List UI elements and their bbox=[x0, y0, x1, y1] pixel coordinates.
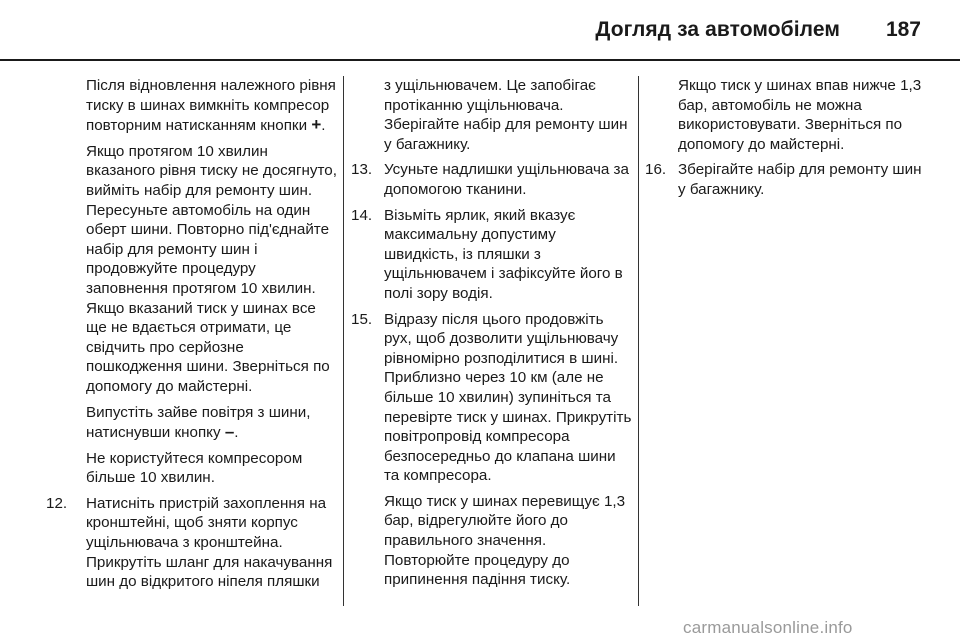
page-number: 187 bbox=[885, 18, 921, 41]
paragraph: Якщо тиск у шинах впав нижче 1,3 бар, автомобіль не можна використовувати. Зверніться по допомогу до майстерні. bbox=[678, 77, 922, 153]
item-text: Усуньте надлишки ущільнювача за допомогою тканини. bbox=[384, 161, 629, 198]
item-text: Натисніть пристрій захоплення на кронштейні, щоб зняти корпус ущільнювача з кронштейна. Прикрутіть шланг для накачування шин до відкритого ніпеля пляшки bbox=[86, 494, 333, 591]
item-text: Візьміть ярлик, який вказує максимальну допустиму швидкість, із пляшки з ущільнювачем і зафіксуйте його в полі зору водія. bbox=[384, 206, 623, 302]
minus-icon: – bbox=[224, 422, 235, 442]
column-3 bbox=[645, 76, 930, 206]
paragraph: з ущільнювачем. Це запобігає протіканню ущільнювача. Зберігайте набір для ремонту шин у багажнику. bbox=[384, 77, 628, 153]
list-item bbox=[351, 310, 633, 486]
plus-icon: + bbox=[311, 115, 322, 135]
column-divider bbox=[638, 76, 639, 606]
paragraph: Якщо тиск у шинах перевищує 1,3 бар, відрегулюйте його до правильного значення. Повторюйте процедуру до припинення падіння тиску. bbox=[384, 492, 626, 589]
paragraph: Якщо протягом 10 хвилин вказаного рівня тиску не досягнуто, вийміть набір для ремонту шин. Пересуньте автомобіль на один оберт шини. Повторно під'єднайте набір для ремонту шин і продовжуйте процедуру заповнення протягом 10 хвилин. Якщо вказаний тиск у шинах все ще не вдається отримати, це свідчить про серйозне пошкодження шини. Зверніться по допомогу до майстерні. bbox=[86, 142, 337, 395]
list-item bbox=[351, 206, 633, 304]
item-number: 16. bbox=[645, 161, 667, 179]
list-item bbox=[645, 160, 930, 199]
paragraph: Після відновлення належного рівня тиску в шинах вимкніть компресор повторним натисканням кнопки +. bbox=[86, 77, 336, 135]
item-number: 14. bbox=[351, 206, 373, 224]
item-number: 12. bbox=[46, 494, 68, 512]
page-header bbox=[0, 18, 960, 48]
item-text: Зберігайте набір для ремонту шин у багажнику. bbox=[678, 161, 922, 198]
paragraph: Випустіть зайве повітря з шини, натиснувши кнопку –. bbox=[86, 403, 311, 442]
list-item bbox=[46, 494, 340, 592]
item-number: 15. bbox=[351, 310, 373, 328]
column-2 bbox=[351, 76, 633, 596]
list-item bbox=[351, 160, 633, 199]
column-1 bbox=[46, 76, 340, 598]
item-number: 13. bbox=[351, 161, 373, 179]
item-text: Відразу після цього продовжіть рух, щоб дозволити ущільнювачу рівномірно розподілитися в шині. Приблизно через 10 км (але не більше 10 хвилин) зупиніться та перевірте тиск у шинах. Прикрутіть повітропровід компресора безпосередньо до клапана шини та компресора. bbox=[384, 310, 632, 485]
watermark: carmanualsonline.info bbox=[683, 618, 853, 637]
section-title: Догляд за автомобілем bbox=[595, 18, 840, 41]
header-rule bbox=[0, 59, 960, 61]
column-divider bbox=[343, 76, 344, 606]
paragraph: Не користуйтеся компресором більше 10 хвилин. bbox=[86, 449, 303, 487]
